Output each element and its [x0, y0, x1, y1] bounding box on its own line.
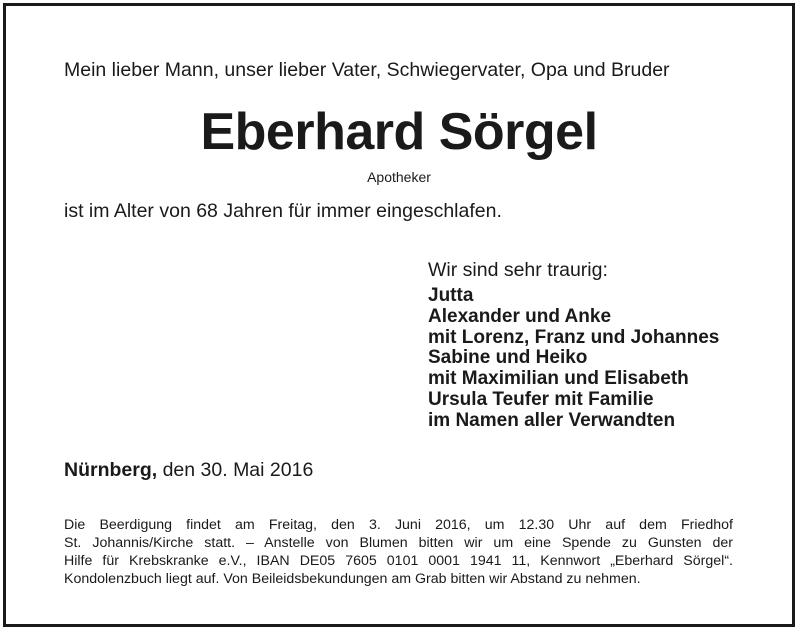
details-line: Hilfe für Krebskranke e.V., IBAN DE05 7605 0101 0001 1941 11, Kennwort „Eberhard Sörgel“. — [64, 553, 733, 569]
obituary-notice — [3, 3, 795, 627]
profession: Apotheker — [367, 169, 431, 185]
mourner-entry: Sabine und Heiko — [428, 347, 588, 369]
mourner-entry: Jutta — [428, 285, 474, 306]
mourner-entry: mit Lorenz, Franz und Johannes — [428, 326, 720, 348]
mourner-entry: Alexander und Anke — [428, 305, 612, 327]
mourners-list — [428, 286, 719, 432]
intro-line: Mein lieber Mann, unser lieber Vater, Schwiegervater, Opa und Bruder — [64, 59, 670, 81]
details-line: Die Beerdigung findet am Freitag, den 3. Juni 2016, um 12.30 Uhr auf dem Friedhof — [64, 517, 733, 533]
details-line: Kondolenzbuch liegt auf. Von Beileidsbekundungen am Grab bitten wir Abstand zu nehmen. — [64, 571, 641, 587]
mourners-heading: Wir sind sehr traurig: — [428, 259, 608, 281]
mourner-entry: Ursula Teufer mit Familie — [428, 388, 654, 410]
place: Nürnberg, — [64, 459, 158, 481]
details-line: St. Johannis/Kirche statt. – Anstelle von Blumen bitten wir um eine Spende zu Gunsten der — [64, 535, 733, 551]
date: den 30. Mai 2016 — [157, 459, 314, 481]
passing-statement: ist im Alter von 68 Jahren für immer eingeschlafen. — [64, 200, 502, 222]
mourner-entry: mit Maximilian und Elisabeth — [428, 368, 689, 390]
deceased-name: Eberhard Sörgel — [200, 103, 598, 161]
mourner-entry: im Namen aller Verwandten — [428, 409, 676, 431]
place-date-line — [64, 459, 313, 482]
funeral-details — [64, 516, 733, 588]
